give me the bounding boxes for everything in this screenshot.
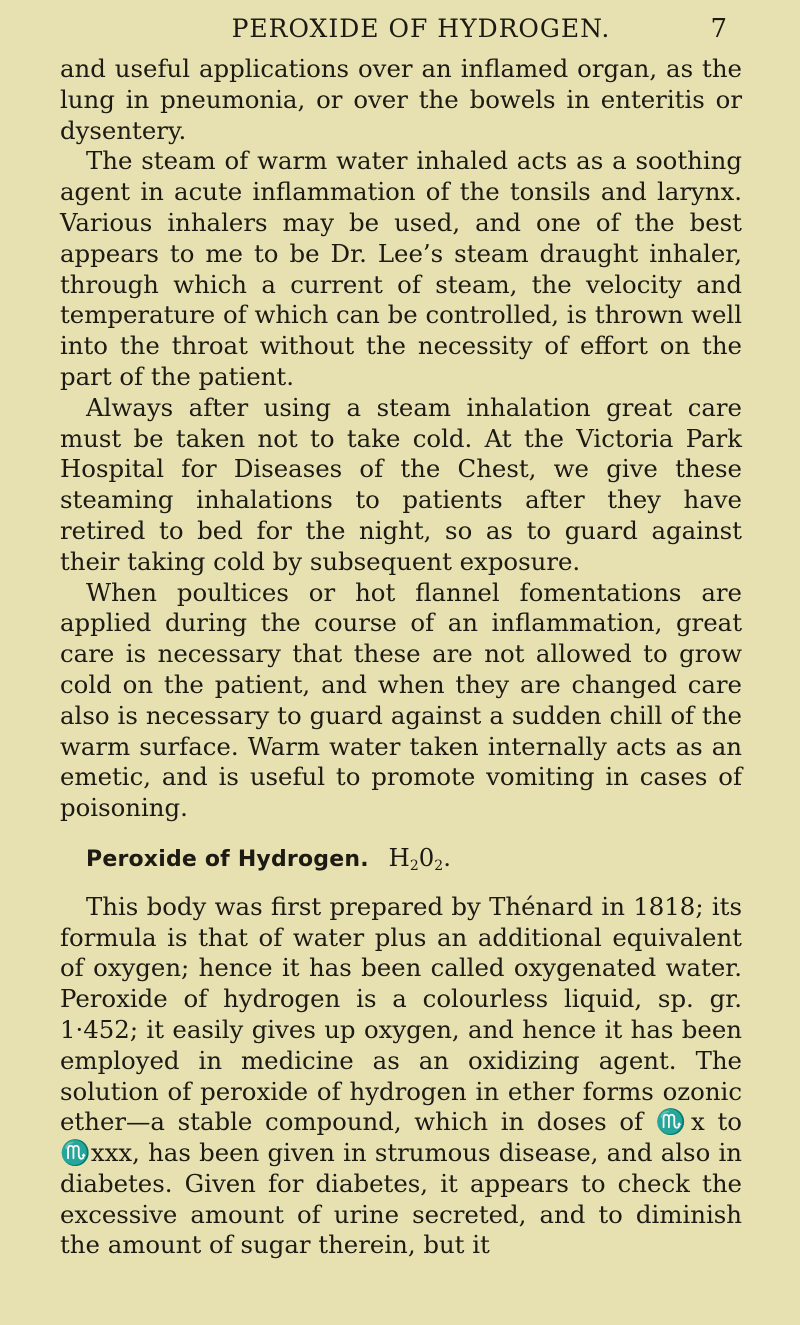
paragraph-poultices: When poultices or hot flannel fomentations are applied during the course of an inflammation, great care is necessary that these are not allowed to grow cold on the patient, and when they are changed care also is necessary to guard against a sudden chill of the warm surface. Warm water taken internally acts as an emetic, and is useful to promote vomiting in cases of poisoning. [60, 577, 742, 823]
section-title: Peroxide of Hydrogen. [86, 846, 369, 872]
paragraph-taking-cold: Always after using a steam inhalation great care must be taken not to take cold. At the Victoria Park Hospital for Diseases of the Chest, we give these steaming inhalations to patients after they have retired to bed for the night, so as to guard against their taking cold by subsequent exposure. [60, 392, 742, 576]
running-title: PEROXIDE OF HYDROGEN. [231, 14, 611, 43]
formula-period: . [443, 842, 451, 872]
running-header [60, 14, 742, 54]
formula-oxygen-subscript: 2 [434, 857, 444, 874]
chemical-formula [389, 843, 451, 872]
paragraph-peroxide: This body was first prepared by Thénard in 1818; its formula is that of water plus an additional equivalent of oxygen; hence it has been called oxygenated water. Peroxide of hydrogen is a colourless liquid, sp. gr. 1·452; it easily gives up oxygen, and hence it has been employed in medicine as an oxidizing agent. The solution of peroxide of hydrogen in ether forms ozonic ether—a stable compound, which in doses of ♏x to ♏xxx, has been given in strumous disease, and also in diabetes. Given for diabetes, it appears to check the excessive amount of urine secreted, and to diminish the amount of sugar therein, but it [60, 891, 742, 1260]
formula-hydrogen-subscript: 2 [409, 857, 419, 874]
section-heading [86, 843, 742, 882]
formula-hydrogen: H [388, 842, 410, 872]
body-text [60, 54, 742, 1261]
paragraph-continued: and useful applications over an inflamed organ, as the lung in pneumonia, or over the bowels in enteritis or dysentery. [60, 54, 742, 145]
page-number: 7 [710, 14, 728, 44]
paragraph-steam-inhalation: The steam of warm water inhaled acts as a soothing agent in acute inflammation of the tonsils and larynx. Various inhalers may be used, and one of the best appears to me to be Dr. Lee’s steam draught inhaler, through which a current of steam, the velocity and temperature of which can be controlled, is thrown well into the throat without the necessity of effort on the part of the patient. [60, 146, 742, 391]
formula-oxygen: 0 [418, 842, 435, 872]
